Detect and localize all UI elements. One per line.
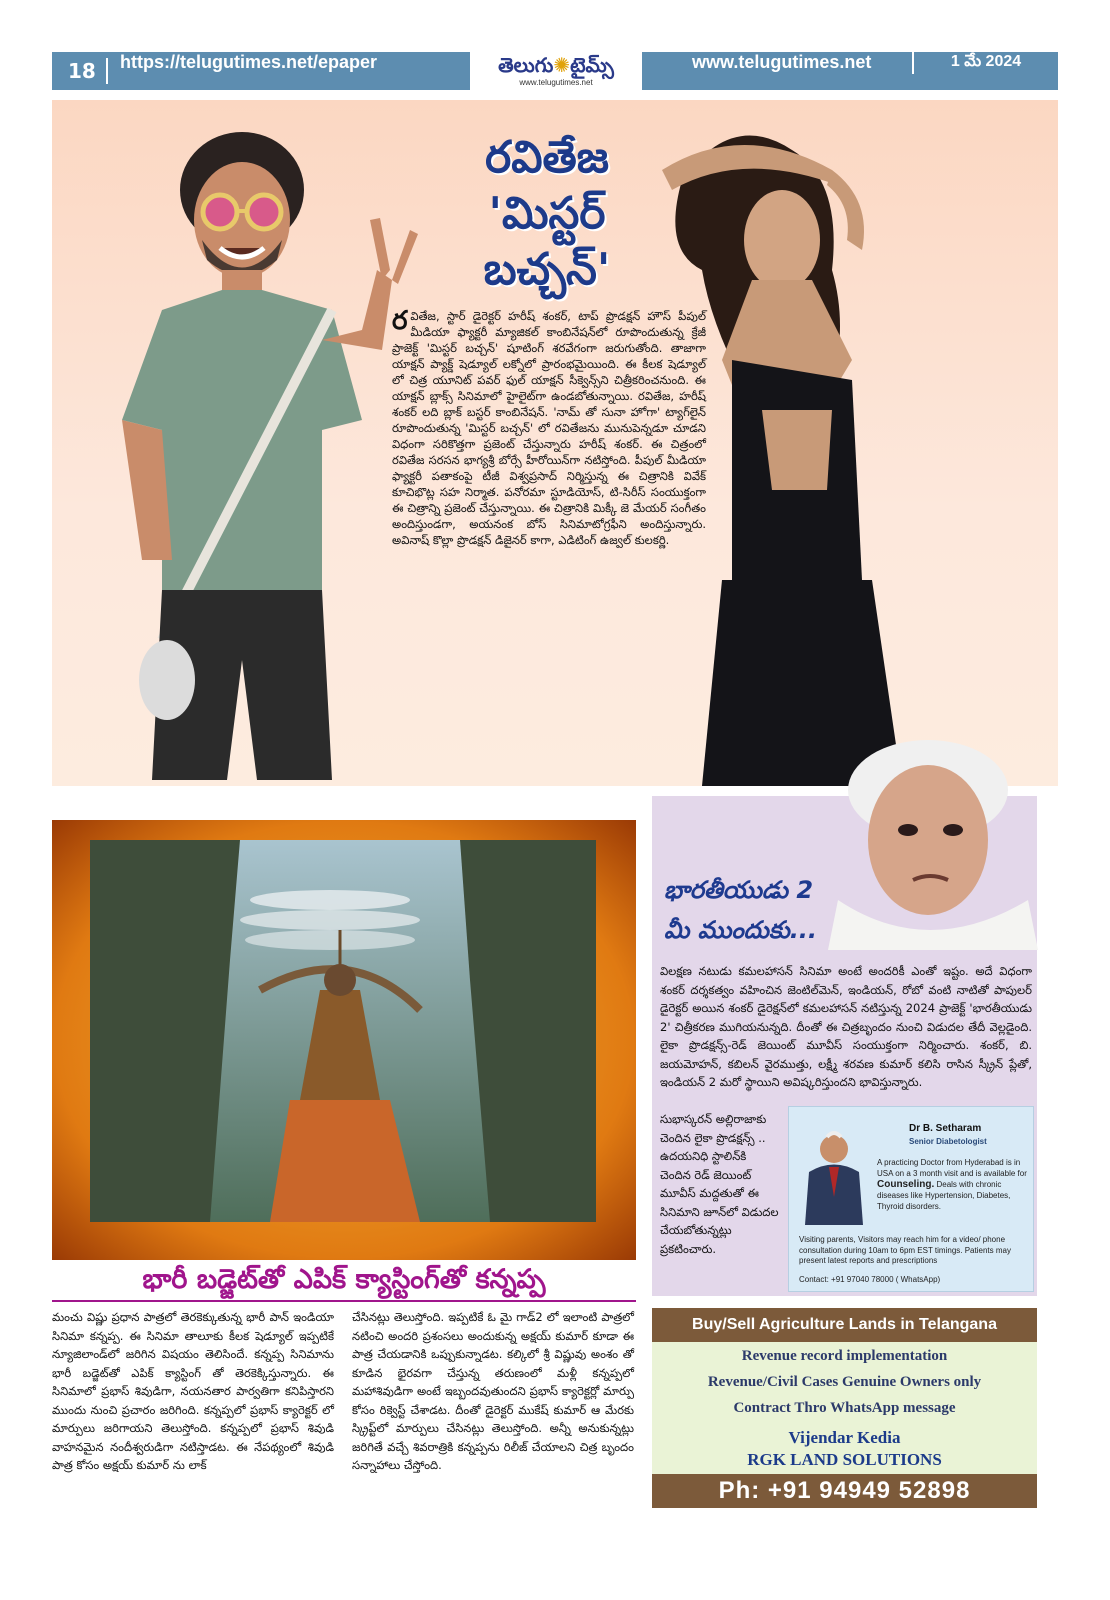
kannappa-poster [90, 840, 596, 1222]
doctor-title: Senior Diabetologist [909, 1137, 987, 1146]
page-header [52, 52, 1058, 90]
land-ad-line-3: Contract Thro WhatsApp message [733, 1400, 956, 1416]
mr-bachchan-feature [52, 100, 1058, 786]
website-link[interactable]: www.telugutimes.net [692, 52, 872, 72]
kannappa-column-2: చేసినట్లు తెలుస్తోంది. ఇప్పటికే ఓ మై గాడ్2 లో ఇలాంటి పాత్రలో నటించి అందరి ప్రశంసలు అందుకున్న అక్షయ్ కుమార్ కూడా ఈ పాత్ర చేయడానికి ఒప్పుకున్నాడట. కల్కిలో శ్రీ విష్ణువు అంశం తో కూడిన భైరవగా చేస్తున్న తరుణంలో మళ్లీ కన్నప్పలో మహాశివుడిగా అంటే ఇబ్బందవుతుందని ప్రభాస్ క్యారెక్టర్లో మార్పు కోసం రిక్వెస్ట్ చేశాడట. దీంతో డైరెక్టర్ ముకేష్ కుమార్ ఆ మేరకు స్క్రిప్ట్‌లో మార్పులు చేసినట్లు తెలుస్తోంది. అన్నీ అనుకున్నట్లు జరిగితే వచ్చే శివరాత్రికి కన్నప్పను రిలీజ్ చేయాలని చిత్ర బృందం సన్నాహాలు చేస్తోంది. [352, 1310, 634, 1472]
doctor-description: A practicing Doctor from Hyderabad is in USA on a 3 month visit and is available for Counseling. Deals with chronic diseases like Hypertension, Diabetes, Thyroid disorders. [877, 1158, 1027, 1211]
bharateeyudu-story: విలక్షణ నటుడు కమలహాసన్ సినిమా అంటే అందరికీ ఎంతో ఇష్టం. అదే విధంగా శంకర్ దర్శకత్వం వహించిన జెంటిల్‌మెన్, ఇండియన్, రోబో వంటి నాటితో పాపులర్ డైరెక్టర్ అయిన శంకర్ డైరెక్షన్‌లో కమలహాసన్ నటిస్తున్న 2024 ప్రాజెక్ట్ 'భారతీయుడు 2' చిత్రీకరణ ముగియనున్నది. దీంతో ఈ చిత్రబృందం నుంచి విడుదల తేదీ వెల్లడైంది. లైకా ప్రొడక్షన్స్-రెడ్ జెయింట్ మూవీస్ సంయుక్తంగా నిర్మించారు. శంకర్, బి. జయమోహన్, కబిలన్ వైరముత్తు, లక్ష్మీ శరవణ కుమార్ కలిసి రాసిన స్క్రీన్ ప్లేతో, ఇండియన్ 2 మరో స్థాయిని అవిష్కరిస్తుందని భావిస్తున్నారు. [660, 964, 1032, 1089]
land-ad[interactable] [652, 1308, 1037, 1508]
drop-cap: ర [392, 306, 408, 336]
kannappa-divider [52, 1300, 636, 1302]
headline-line-2: 'మిస్టర్ బచ్చన్' [483, 188, 611, 295]
doctor-contact[interactable]: Contact: +91 97040 78000 ( WhatsApp) [799, 1275, 941, 1284]
kannappa-headline: భారీ బడ్జెట్‌తో ఎపిక్ క్యాస్టింగ్‌తో కన్నప్ప [142, 1264, 546, 1295]
headline-line-1: రవితేజ [485, 132, 609, 183]
land-ad-person: Vijendar Kedia [788, 1428, 901, 1447]
telugu-times-logo[interactable] [470, 52, 642, 90]
feature-body: వితేజ, స్టార్ డైరెక్టర్ హరీష్ శంకర్, టాప్ ప్రొడక్షన్ హౌస్ పీపుల్ మీడియా ఫ్యాక్టరీ మ్యాజికల్ కాంబినేషన్‌లో రూపొందుతున్న క్రేజీ ప్రాజెక్ట్ 'మిస్టర్ బచ్చన్' షూటింగ్ శరవేగంగా జరుగుతోంది. తాజాగా యాక్షన్ ప్యాక్డ్ షెడ్యూల్ లక్నోలో ప్రారంభమైయింది. ఈ కీలక షెడ్యూల్ లో చిత్ర యూనిట్ పవర్ ఫుల్ యాక్షన్ సీక్వెన్స్‌ని చిత్రీకరించనుంది. ఈ యాక్షన్ బ్లాక్స్ సినిమాలో హైలైట్‌గా ఉండబోతున్నాయి. రవితేజ, హరీష్ శంకర్ లది బ్లాక్ బస్టర్ కాంబినేషన్. 'నామ్ తో సునా హోగా' ట్యాగ్‌లైన్ రూపొందుతున్న 'మిస్టర్ బచ్చన్' లో రవితేజను మునుపెన్నడూ చూడని విధంగా సరికొత్తగా ప్రజెంట్ చేస్తున్నారు హరీష్ శంకర్. ఈ చిత్రంలో రవితేజ సరసన భాగ్యశ్రీ బోర్సే హీరోయిన్‌గా నటిస్తోంది. పీపుల్ మీడియా ఫ్యాక్టరీ పతాకంపై టీజీ విశ్వప్రసాద్ నిర్మిస్తున్న ఈ చిత్రానికి వివేక్ కూచిభొట్ల సహ నిర్మాత. పనోరమా స్టూడియోస్, టి-సిరీస్ సంయుక్తంగా ఈ చిత్రాన్ని ప్రజెంట్ చేస్తున్నాయి. ఈ చిత్రానికి మిక్కీ జె మేయర్ సంగీతం అందిస్తుండగా, అయనంక బోస్ సినిమాటోగ్రఫీని అందిస్తున్నారు. అవినాష్ కొల్లా ప్రొడక్షన్ డిజైనర్ కాగా, ఎడిటింగ్ ఉజ్వల్ కులకర్ణి. [392, 309, 706, 547]
doctor-name: Dr B. Setharam [909, 1123, 982, 1134]
land-ad-company: RGK LAND SOLUTIONS [747, 1450, 942, 1469]
epaper-link[interactable]: https://telugutimes.net/epaper [120, 52, 378, 72]
bharateeyudu-story-cont: సుభాస్కరన్ అల్లిరాజాకు చెందిన లైకా ప్రొడక్షన్స్ .. ఉదయనిధి స్టాలిన్‌కి చెందిన రెడ్ జెయింట్ మూవీస్ మద్దతుతో ఈ సినిమాని జూన్‌లో విడుదల చేయబోతున్నట్లు ప్రకటించారు. [660, 1112, 779, 1256]
page-number: 18 [58, 58, 108, 84]
land-ad-line-1: Revenue record implementation [741, 1348, 948, 1364]
land-ad-title: Buy/Sell Agriculture Lands in Telangana [652, 1308, 1037, 1342]
bharateeyudu-headline-2: మీ ముందుకు... [664, 916, 818, 944]
actor-photo [92, 120, 422, 780]
logo-subtitle: www.telugutimes.net [519, 78, 593, 87]
bharateeyudu-headline-1: భారతీయుడు 2 [664, 876, 814, 904]
land-ad-line-2: Revenue/Civil Cases Genuine Owners only [707, 1374, 982, 1390]
bharateeyudu-headline [664, 870, 864, 950]
logo-text: తెలుగు✺టైమ్స్ [498, 53, 614, 77]
doctor-ad[interactable] [788, 1106, 1034, 1292]
sun-icon: ✺ [553, 53, 571, 77]
doctor-visit-info: Visiting parents, Visitors may reach him for a video/ phone consultation during 10am to 6pm EST timings. Patients may present latest reports and prescriptions [799, 1235, 1011, 1265]
doctor-photo [797, 1127, 871, 1225]
kannappa-column-1: మంచు విష్ణు ప్రధాన పాత్రలో తెరకెక్కుతున్న భారీ పాన్ ఇండియా సినిమా కన్నప్ప. ఈ సినిమా తాలూకు కీలక షెడ్యూల్ ఇప్పటికే న్యూజిలాండ్‌లో జరిగిన విషయం తెలిసిందే. కన్నప్ప సినిమాను భారీ బడ్జెట్‌తో ఎపిక్ క్యాస్టింగ్ తో తెరకెక్కిస్తున్నారు. ఈ సినిమాలో ప్రభాస్ శివుడిగా, నయనతార పార్వతిగా కనిపిస్తారని ముందు నుంచి ప్రచారం జరిగింది. కన్నప్పలో ప్రభాస్ క్యారెక్టర్ లో మార్పులు జరిగాయని తెలుస్తోంది. కన్నప్పలో ప్రభాస్ శివుడి వాహనమైన నందీశ్వరుడిగా నటిస్తాడట. ఈ నేపథ్యంలో శివుడి పాత్ర కోసం అక్షయ్ కుమార్ ను లాక్ [52, 1310, 334, 1472]
issue-date: 1 మే 2024 [912, 52, 1058, 74]
feature-story [392, 308, 706, 548]
land-ad-phone[interactable]: Ph: +91 94949 52898 [652, 1474, 1037, 1508]
feature-headline [432, 130, 662, 298]
kannappa-poster-frame [52, 820, 636, 1260]
